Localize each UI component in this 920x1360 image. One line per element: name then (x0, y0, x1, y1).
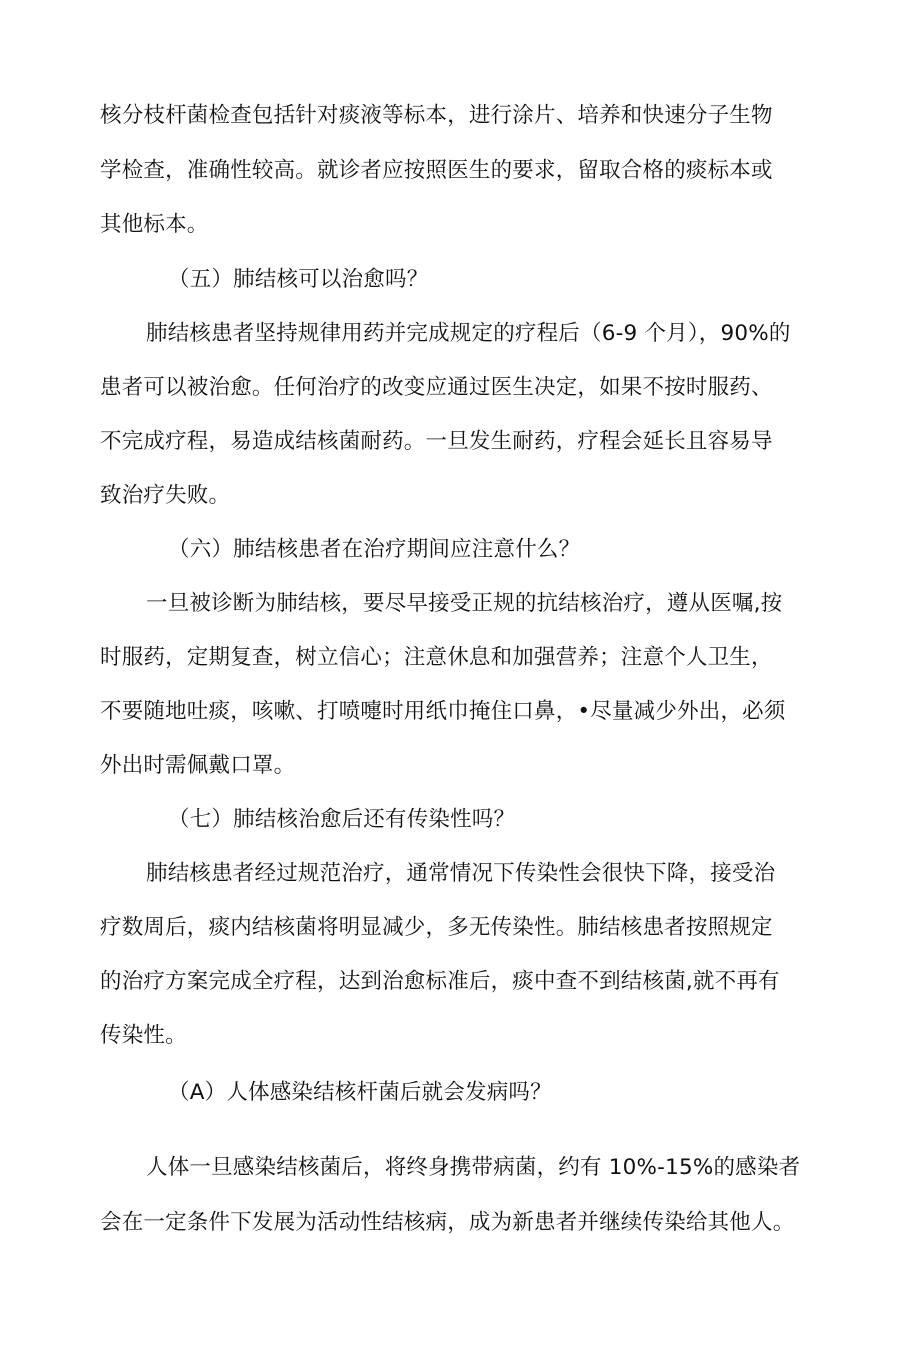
paragraph-line: 会在一定条件下发展为活动性结核病，成为新患者并继续传染给其他人。 (100, 1210, 795, 1235)
paragraph-line: 一旦被诊断为肺结核，要尽早接受正规的抗结核治疗，遵从医嘱,按 (146, 591, 783, 616)
section-heading: （五）肺结核可以治愈吗？ (168, 267, 429, 292)
paragraph-line: 传染性。 (100, 1023, 187, 1048)
section-heading: （七）肺结核治愈后还有传染性吗？ (168, 807, 516, 832)
paragraph-line: 核分枝杆菌检查包括针对痰液等标本，进行涂片、培养和快速分子生物 (100, 103, 773, 128)
paragraph-line: 疗数周后，痰内结核菌将明显减少，多无传染性。肺结核患者按照规定 (100, 915, 773, 940)
section-heading: （A）人体感染结核杆菌后就会发病吗？ (168, 1080, 552, 1105)
section-heading: （六）肺结核患者在治疗期间应注意什么？ (168, 537, 581, 562)
paragraph-line: 致治疗失败。 (100, 483, 231, 508)
paragraph-line: 人体一旦感染结核菌后，将终身携带病菌，约有 10%-15%的感染者 (146, 1155, 801, 1180)
paragraph-line: 患者可以被治愈。任何治疗的改变应通过医生决定，如果不按时服药、 (100, 375, 773, 400)
paragraph-line: 的治疗方案完成全疗程，达到治愈标准后，痰中查不到结核菌,就不再有 (100, 969, 780, 994)
paragraph-line: 时服药，定期复查，树立信心；注意休息和加强营养；注意个人卫生， (100, 645, 773, 670)
paragraph-line: 外出时需佩戴口罩。 (100, 753, 296, 778)
paragraph-line: 肺结核患者经过规范治疗，通常情况下传染性会很快下降，接受治 (146, 861, 776, 886)
paragraph-line: 不完成疗程，易造成结核菌耐药。一旦发生耐药，疗程会延长且容易导 (100, 429, 773, 454)
paragraph-line: 学检查，准确性较高。就诊者应按照医生的要求，留取合格的痰标本或 (100, 158, 773, 183)
paragraph-line: 其他标本。 (100, 212, 209, 237)
paragraph-line: 不要随地吐痰，咳嗽、打喷嚏时用纸巾掩住口鼻，•尽量减少外出，必须 (100, 699, 786, 724)
paragraph-line: 肺结核患者坚持规律用药并完成规定的疗程后（6-9 个月），90%的 (146, 321, 791, 346)
